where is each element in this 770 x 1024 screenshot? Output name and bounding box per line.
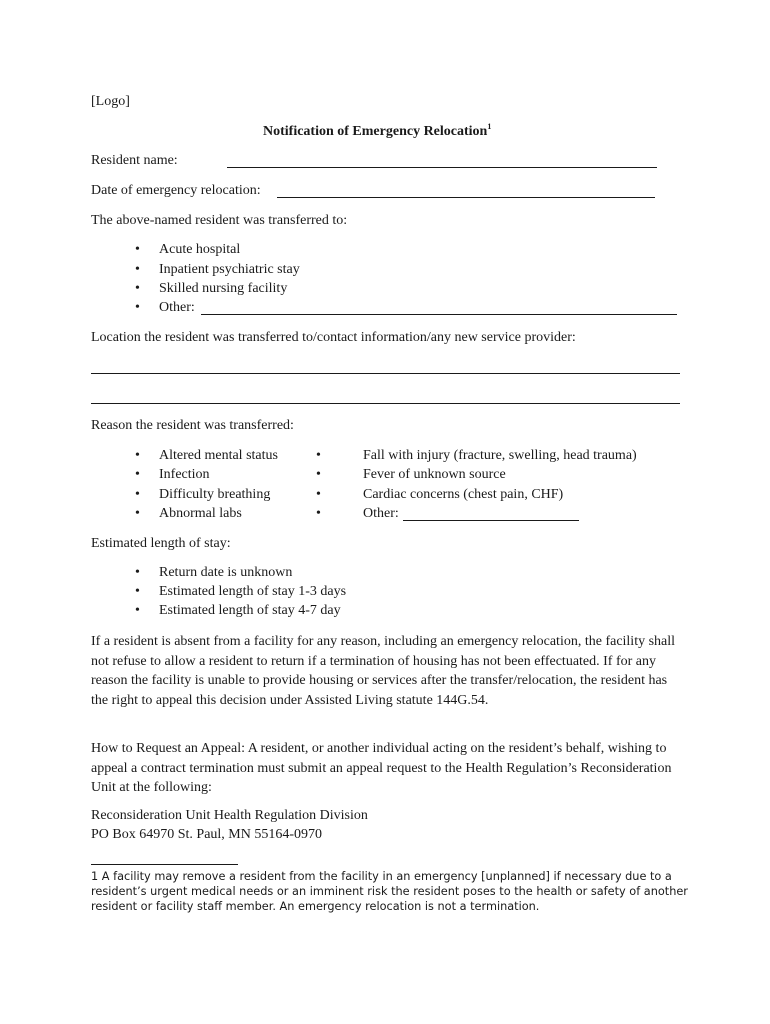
reason-option: Other: xyxy=(363,506,399,521)
location-label: Location the resident was transferred to/contact information/any new service provider: xyxy=(91,330,576,345)
bullet-icon: • xyxy=(316,487,321,502)
bullet-icon: • xyxy=(135,281,140,296)
stay-option: Return date is unknown xyxy=(159,565,293,580)
bullet-icon: • xyxy=(135,487,140,502)
bullet-icon: • xyxy=(135,603,140,618)
reason-option: Cardiac concerns (chest pain, CHF) xyxy=(363,487,564,502)
reason-option: Fever of unknown source xyxy=(363,467,506,482)
reason-option: Fall with injury (fracture, swelling, head trauma) xyxy=(363,448,637,463)
reason-other-field[interactable] xyxy=(403,520,579,521)
resident-name-label: Resident name: xyxy=(91,153,178,168)
bullet-icon: • xyxy=(135,300,140,315)
stay-heading: Estimated length of stay: xyxy=(91,536,231,551)
bullet-icon: • xyxy=(135,262,140,277)
transfer-option: Inpatient psychiatric stay xyxy=(159,262,300,277)
transfer-other-field[interactable] xyxy=(201,314,677,315)
transfer-option: Skilled nursing facility xyxy=(159,281,288,296)
address-line-2: PO Box 64970 St. Paul, MN 55164-0970 xyxy=(91,827,323,842)
bullet-icon: • xyxy=(135,467,140,482)
bullet-icon: • xyxy=(135,506,140,521)
location-field-line-2[interactable] xyxy=(91,403,680,404)
appeal-paragraph: How to Request an Appeal: A resident, or another individual acting on the resident’s behalf, wishing to appeal a contract termination must submit an appeal request to the Health Regulation’s Reconsideration Unit at the following: xyxy=(91,741,672,795)
stay-option: Estimated length of stay 1-3 days xyxy=(159,584,347,599)
footnote-divider xyxy=(91,864,238,865)
footnote-ref: 1 xyxy=(487,122,492,131)
bullet-icon: • xyxy=(135,565,140,580)
relocation-date-label: Date of emergency relocation: xyxy=(91,183,261,198)
bullet-icon: • xyxy=(316,467,321,482)
document-title xyxy=(263,124,491,140)
title-text: Notification of Emergency Relocation xyxy=(263,124,488,139)
bullet-icon: • xyxy=(316,448,321,463)
bullet-icon: • xyxy=(316,506,321,521)
logo-placeholder: [Logo] xyxy=(91,94,130,109)
relocation-date-field[interactable] xyxy=(277,197,655,198)
bullet-icon: • xyxy=(135,584,140,599)
reason-option: Abnormal labs xyxy=(159,506,242,521)
transfer-option: Acute hospital xyxy=(159,242,241,257)
rights-paragraph: If a resident is absent from a facility for any reason, including an emergency relocation, the facility shall not refuse to allow a resident to return if a termination of housing has not been effectuated. If for any reason the facility is unable to provide housing or services after the transfer/relocation, the resident has the right to appeal this decision under Assisted Living statute 144G.54. xyxy=(91,634,676,708)
transfer-option: Other: xyxy=(159,300,195,315)
transferred-to-heading: The above-named resident was transferred to: xyxy=(91,213,348,228)
bullet-icon: • xyxy=(135,448,140,463)
bullet-icon: • xyxy=(135,242,140,257)
reason-option: Altered mental status xyxy=(159,448,278,463)
address-line-1: Reconsideration Unit Health Regulation Division xyxy=(91,808,368,823)
location-field-line-1[interactable] xyxy=(91,373,680,374)
resident-name-field[interactable] xyxy=(227,167,657,168)
reason-option: Difficulty breathing xyxy=(159,487,271,502)
footnote-text: 1 A facility may remove a resident from the facility in an emergency [unplanned] if necessary due to a resident’s urgent medical needs or an imminent risk the resident poses to the health or safety of another resident or facility staff member. An emergency relocation is not a termination. xyxy=(91,870,688,913)
reason-option: Infection xyxy=(159,467,210,482)
reason-heading: Reason the resident was transferred: xyxy=(91,418,294,433)
stay-option: Estimated length of stay 4-7 day xyxy=(159,603,341,618)
